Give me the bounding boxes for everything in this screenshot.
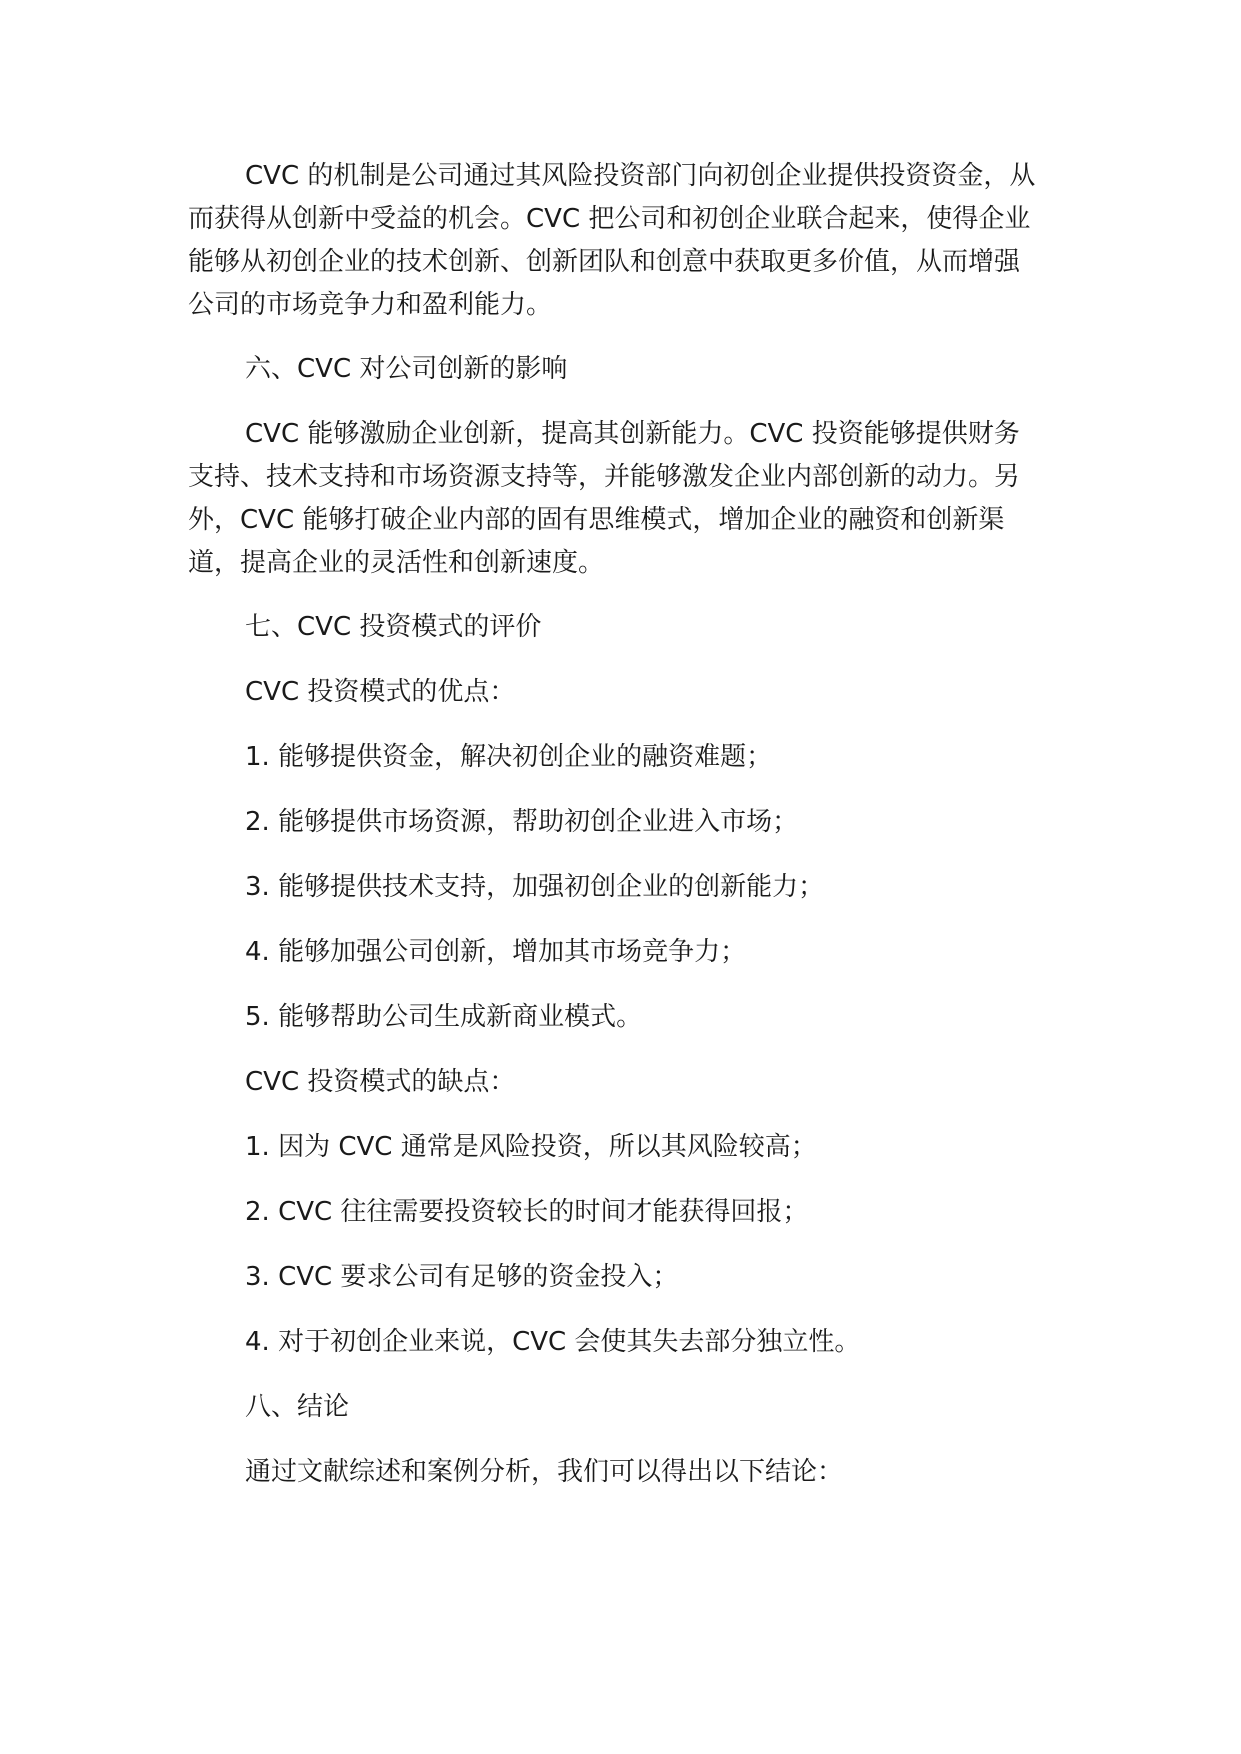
advantages-title: CVC 投资模式的优点：: [245, 677, 516, 707]
advantage-item: 4. 能够加强公司创新，增加其市场竞争力；: [245, 937, 747, 967]
paragraph-cvc-innovation: CVC 能够激励企业创新，提高其创新能力。CVC 投资能够提供财务支持、技术支持和市场资源支持等，并能够激发企业内部创新的动力。另外，CVC 能够打破企业内部的固有思维模式，增加企业的融资和创新渠道，提高企业的灵活性和创新速度。: [188, 419, 1021, 578]
section-heading-8: 八、结论: [245, 1392, 350, 1422]
paragraph-cvc-mechanism: CVC 的机制是公司通过其风险投资部门向初创企业提供投资资金，从而获得从创新中受益的机会。CVC 把公司和初创企业联合起来，使得企业能够从初创企业的技术创新、创新团队和创意中获取更多价值，从而增强公司的市场竞争力和盈利能力。: [188, 161, 1036, 320]
disadvantage-item: 2. CVC 往往需要投资较长的时间才能获得回报；: [245, 1197, 809, 1227]
disadvantage-item: 4. 对于初创企业来说，CVC 会使其失去部分独立性。: [245, 1327, 861, 1357]
disadvantages-title: CVC 投资模式的缺点：: [245, 1067, 516, 1097]
advantage-item: 3. 能够提供技术支持，加强初创企业的创新能力；: [245, 872, 825, 902]
disadvantage-item: 1. 因为 CVC 通常是风险投资，所以其风险较高；: [245, 1132, 817, 1162]
advantage-item: 1. 能够提供资金，解决初创企业的融资难题；: [245, 742, 773, 772]
disadvantage-item: 3. CVC 要求公司有足够的资金投入；: [245, 1262, 679, 1292]
paragraph-conclusion-intro: 通过文献综述和案例分析，我们可以得出以下结论：: [245, 1457, 844, 1487]
section-heading-7: 七、CVC 投资模式的评价: [245, 612, 542, 642]
section-heading-6: 六、CVC 对公司创新的影响: [245, 354, 568, 384]
advantage-item: 5. 能够帮助公司生成新商业模式。: [245, 1002, 643, 1032]
advantage-item: 2. 能够提供市场资源，帮助初创企业进入市场；: [245, 807, 799, 837]
document-body: [188, 155, 1043, 1494]
